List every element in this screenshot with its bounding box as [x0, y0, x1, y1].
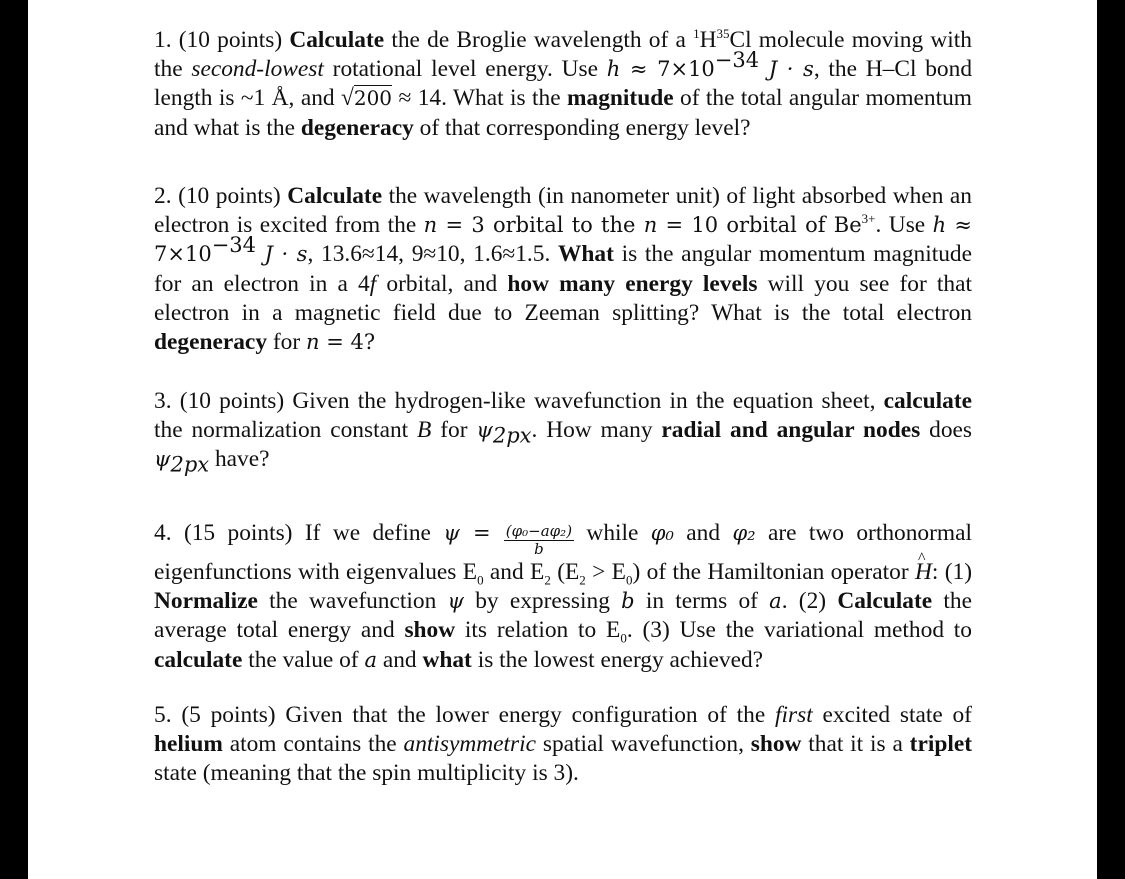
- q4-fraction-numerator: (φ₀−aφ₂): [505, 522, 573, 540]
- q2-text: . Use: [875, 212, 933, 239]
- q2-text: n: [423, 213, 438, 238]
- q2-text: degeneracy: [154, 329, 268, 356]
- q1-points: (10 points): [178, 27, 283, 53]
- q4-text: φ₂: [732, 521, 756, 545]
- q4-text: and E: [483, 559, 545, 585]
- q1-text: of that corresponding energy level?: [413, 114, 751, 141]
- q4-text: φ₀: [650, 521, 674, 545]
- q4-number: 4.: [154, 520, 172, 546]
- q2-number: 2.: [154, 183, 172, 209]
- q3-text: 2px: [492, 423, 532, 448]
- q5-text: show: [750, 731, 802, 758]
- q2-text: is the angular momentum magnitude for an electron in a 4: [154, 241, 972, 297]
- q1-text: ≈ 14. What is the: [392, 85, 568, 112]
- q5-text: first: [775, 702, 813, 728]
- q2-text: n: [643, 213, 658, 238]
- q4-text: by expressing: [463, 588, 622, 615]
- q2-text: What: [558, 241, 614, 268]
- q4-text: ψ: [443, 521, 460, 545]
- q3-text: calculate: [883, 388, 972, 414]
- q3-points: (10 points): [179, 388, 285, 414]
- q3-text: 2px: [170, 453, 210, 478]
- q5-text: that it is a: [801, 731, 910, 758]
- q1-text: , the H–Cl bond length is ~1 Å, and √: [154, 56, 973, 112]
- q5-number: 5.: [154, 702, 172, 728]
- q4-text: =: [459, 521, 504, 545]
- q1-text: J · s: [759, 57, 814, 82]
- q1-number: 1.: [154, 27, 172, 53]
- q4-text: and: [673, 520, 733, 546]
- q2-text: ≈ 7×10: [154, 213, 972, 267]
- q2-text: = 4?: [319, 330, 376, 355]
- q2-text: J · s: [256, 242, 308, 267]
- q5-text: spatial wavefunction,: [536, 731, 751, 758]
- q4-text: 2: [579, 572, 586, 588]
- q2-text: the wavelength (in nanometer unit) of light absorbed when an electron is excited from the: [154, 183, 972, 239]
- q2-text: will you see for that electron in a magnetic field due to Zeeman splitting? What is the total electron: [154, 270, 972, 326]
- q1-text: 35: [716, 26, 730, 42]
- q3-text: ψ: [154, 447, 171, 472]
- q2-text: , 13.6≈14, 9≈10, 1.6≈1.5.: [307, 241, 559, 268]
- q2-text: f: [369, 270, 377, 297]
- q1-text: of the total angular momentum and what is the: [154, 85, 972, 141]
- q2-text: orbital, and: [376, 270, 508, 297]
- q4-fraction: [504, 523, 574, 558]
- q3-text: have?: [209, 446, 270, 473]
- q2-text: n: [306, 330, 320, 355]
- q4-fraction-denominator: b: [534, 540, 544, 558]
- q4-text: the wavefunction: [257, 588, 448, 615]
- q4-text: a: [364, 647, 377, 672]
- q1-text: Cl molecule moving with the: [154, 27, 972, 83]
- document-page: [28, 0, 1097, 879]
- q4-text: > E: [585, 559, 626, 585]
- q3-number: 3.: [154, 388, 172, 414]
- q3-text: for: [431, 417, 477, 444]
- q5-text: excited state of: [812, 702, 972, 728]
- q4-text: ψ: [447, 589, 464, 614]
- q1-text: magnitude: [567, 85, 674, 112]
- q4-text: and: [376, 646, 423, 673]
- question-2: [154, 182, 972, 357]
- q2-text: = 3 orbital to the: [437, 213, 644, 238]
- q1-text: h: [606, 57, 621, 82]
- q5-text: Given that the lower energy configuration of the: [275, 702, 776, 728]
- q3-text: the normalization constant: [154, 417, 418, 444]
- q4-text: b: [621, 589, 635, 614]
- q5-text: antisymmetric: [403, 731, 537, 758]
- q4-text: 2: [544, 572, 551, 588]
- q5-text: state (meaning that the spin multiplicity is 3).: [154, 760, 579, 787]
- q1-text: 200: [353, 86, 393, 111]
- q5-text: helium: [154, 731, 223, 758]
- q1-text: H: [699, 27, 717, 53]
- q1-text: Calculate: [289, 27, 385, 53]
- q1-text: ≈ 7×10: [620, 57, 715, 82]
- q2-text: h: [932, 213, 947, 238]
- q2-text: how many energy levels: [507, 270, 758, 297]
- q5-text: triplet: [909, 731, 973, 758]
- q2-text: for: [267, 329, 306, 356]
- q4-text: the average total energy and: [154, 588, 972, 644]
- q4-text: . (2): [781, 588, 838, 615]
- q4-text: 0: [620, 631, 627, 647]
- q3-text: B: [417, 417, 432, 444]
- q3-text: does: [920, 417, 972, 444]
- q1-text: the de Broglie wavelength of a: [384, 27, 694, 53]
- question-3: [154, 387, 972, 478]
- q4-hamiltonian-symbol: ^ H: [915, 558, 932, 587]
- q2-text: 3+: [861, 211, 876, 227]
- q4-text: (E: [550, 559, 580, 585]
- q1-text: second-lowest: [191, 56, 324, 83]
- q2-text: = 10 orbital of Be: [657, 213, 862, 238]
- q1-text: −34: [714, 48, 760, 73]
- q2-text: −34: [211, 233, 257, 258]
- q4-text: : (1): [931, 559, 973, 585]
- q4-text: If we define: [292, 520, 444, 546]
- q3-text: Given the hydrogen-like wavefunction in the equation sheet,: [284, 388, 884, 414]
- q4-text: a: [769, 589, 782, 614]
- q5-points: (5 points): [181, 702, 276, 728]
- q4-text: in terms of: [634, 588, 770, 615]
- q1-text: 1: [693, 26, 700, 42]
- q4-text: the value of: [242, 646, 365, 673]
- q3-text: radial and angular nodes: [661, 417, 921, 444]
- q5-text: atom contains the: [222, 731, 404, 758]
- q4-text: . (3) Use the variational method to: [626, 617, 973, 644]
- q4-text: 0: [625, 572, 633, 588]
- question-4: [154, 519, 972, 675]
- q4-text: while: [574, 520, 651, 546]
- q2-text: Calculate: [287, 183, 383, 209]
- q4-text: its relation to E: [455, 617, 621, 644]
- q4-text: show: [404, 617, 456, 644]
- q4-points: (15 points): [183, 520, 293, 546]
- question-5: [154, 701, 972, 789]
- q4-text: Normalize: [154, 588, 258, 615]
- q4-text: calculate: [154, 646, 243, 673]
- q4-text: what: [422, 646, 472, 673]
- question-1: [154, 26, 972, 143]
- q3-text: ψ: [476, 418, 493, 443]
- q4-text: is the lowest energy achieved?: [471, 646, 764, 673]
- q4-text: are two orthonormal eigenfunctions with eigenvalues E: [154, 520, 972, 585]
- q3-text: . How many: [531, 417, 662, 444]
- q2-points: (10 points): [178, 183, 281, 209]
- q4-text: 0: [477, 572, 484, 588]
- q1-text: degeneracy: [300, 114, 414, 141]
- q1-text: rotational level energy. Use: [323, 56, 607, 83]
- q4-text: Calculate: [837, 588, 933, 615]
- q4-text: ) of the Hamiltonian operator: [632, 559, 915, 585]
